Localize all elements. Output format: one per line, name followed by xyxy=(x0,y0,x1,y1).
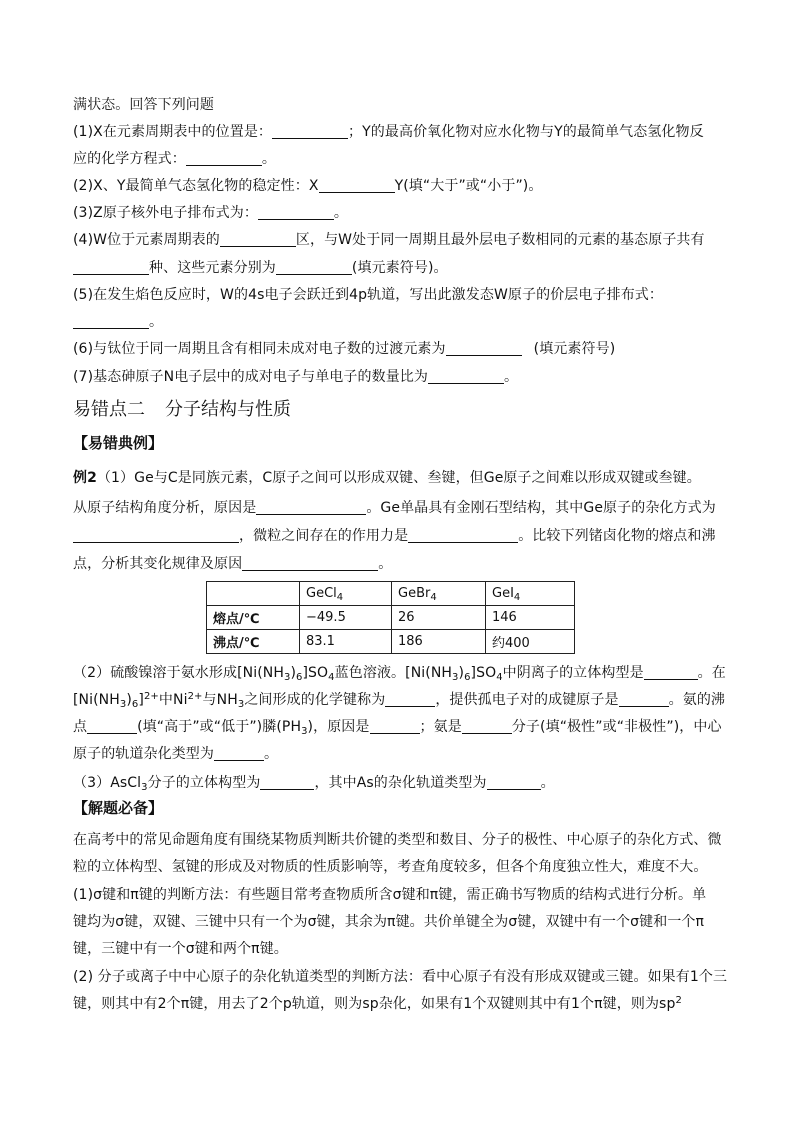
text: (填元素符号)。 xyxy=(351,260,448,276)
question-6 xyxy=(73,338,733,360)
solution-text: 键，三键中有一个σ键和两个π键。 xyxy=(73,941,288,957)
example-2-line-1 xyxy=(73,467,733,489)
question-2-line-2: $[Ni(NH_3)_6]^{2+}$中$Ni^{2+}$与$NH_3$之间形成的化学键称为 ，提供孤电子对的成键原子是 。氨的沸 xyxy=(73,691,726,710)
table-cell: 26 xyxy=(392,606,486,630)
example-2-line-4 xyxy=(73,553,733,575)
answer-blank[interactable] xyxy=(73,526,239,543)
text: (4)W位于元素周期表的 xyxy=(73,232,220,248)
table-cell: −49.5 xyxy=(300,606,392,630)
solution-text: 键均为σ键，双键、三键中只有一个为σ键，其余为π键。共价单键全为σ键，双键中有一个σ键和一个π xyxy=(73,914,705,930)
text: 。 xyxy=(261,151,276,167)
example-label: 例2 xyxy=(73,470,97,486)
answer-blank[interactable] xyxy=(220,230,296,247)
answer-blank[interactable] xyxy=(487,773,541,790)
question-2-line-1: （2）硫酸镍溶于氨水形成$[Ni(NH_3)_6]SO_4$蓝色溶液。$[Ni(NH_3)_6]SO_4$中阴离子的立体构型是 。在 xyxy=(73,665,726,683)
table-cell: GeCl$_4$ xyxy=(300,582,392,606)
question-4-cont xyxy=(73,257,733,279)
text: (6)与钛位于同一周期且含有相同未成对电子数的过渡元素为 xyxy=(73,341,446,357)
answer-blank[interactable] xyxy=(428,367,504,384)
question-3-line: （3）AsCl$_3$分子的立体构型为 ，其中As的杂化轨道类型为 。 xyxy=(73,775,555,793)
question-7 xyxy=(73,366,733,388)
solution-text: (2) 分子或离子中中心原子的杂化轨道类型的判断方法：看中心原子有没有形成双键或三键。如果有1个三 xyxy=(73,969,728,985)
text: ；Y的最高价氧化物对应水化物与Y的最简单气态氢化物反 xyxy=(348,124,704,140)
text: 。 xyxy=(333,205,349,221)
example-2-line-2 xyxy=(73,497,733,519)
text: (1)X在元素周期表中的位置是： xyxy=(73,124,273,140)
question-3 xyxy=(73,202,733,224)
section-heading xyxy=(73,398,291,422)
text: 。 xyxy=(378,556,393,572)
text: 区，与W处于同一周期且最外层电子数相同的元素的基态原子共有 xyxy=(295,232,705,248)
table-cell: 83.1 xyxy=(300,630,392,654)
table-cell: 146 xyxy=(486,606,575,630)
text: (2)X、Y最简单气态氢化物的稳定性：X xyxy=(73,178,319,194)
answer-blank[interactable] xyxy=(644,663,698,680)
question-2-line-4: 原子的轨道杂化类型为 。 xyxy=(73,746,279,762)
text: (7)基态砷原子N电子层中的成对电子与单电子的数量比为 xyxy=(73,369,429,385)
question-2 xyxy=(73,175,733,197)
text: 。 xyxy=(504,369,519,385)
solution-text: 粒的立体构型、氢键的形成及对物质的性质影响等，考查角度较多，但各个角度独立性大，难度不大。 xyxy=(73,859,708,875)
text: （1）Ge与C是同族元素，C原子之间可以形成双键、叁键，但Ge原子之间难以形成双键或叁键。 xyxy=(96,470,701,486)
text: 点，分析其变化规律及原因 xyxy=(73,556,243,572)
text: (3)Z原子核外电子排布式为： xyxy=(73,205,258,221)
text: (5)在发生焰色反应时，W的4s电子会跃迁到4p轨道，写出此激发态W原子的价层电子排布式： xyxy=(73,287,664,303)
tag-solve: 【解题必备】 xyxy=(73,799,164,817)
question-5 xyxy=(73,284,733,306)
answer-blank[interactable] xyxy=(408,526,518,543)
text: 。比较下列锗卤化物的熔点和沸 xyxy=(518,528,716,544)
answer-blank[interactable] xyxy=(446,339,522,356)
example-2-line-3 xyxy=(73,525,733,547)
text: 。 xyxy=(149,314,164,330)
answer-blank[interactable] xyxy=(272,122,348,139)
answer-blank[interactable] xyxy=(87,717,137,734)
question-1 xyxy=(73,121,733,143)
table-cell: 186 xyxy=(392,630,486,654)
answer-blank[interactable] xyxy=(276,258,352,275)
answer-blank[interactable] xyxy=(73,258,149,275)
solution-text: (1)σ键和π键的判断方法：有些题目常考查物质所含σ键和π键，需正确书写物质的结构式进行分析。单 xyxy=(73,887,707,903)
table-cell: 熔点/℃ xyxy=(207,606,300,630)
answer-blank[interactable] xyxy=(186,149,262,166)
answer-blank[interactable] xyxy=(214,744,264,761)
answer-blank[interactable] xyxy=(260,773,314,790)
answer-blank[interactable] xyxy=(256,498,366,515)
solution-text: 在高考中的常见命题角度有围绕某物质判断共价键的类型和数目、分子的极性、中心原子的杂化方式、微 xyxy=(73,832,722,848)
answer-blank[interactable] xyxy=(370,717,420,734)
question-4 xyxy=(73,229,733,251)
text: (填元素符号) xyxy=(533,341,616,357)
tag-example: 【易错典例】 xyxy=(73,434,164,452)
table-cell: GeI$_4$ xyxy=(486,582,575,606)
text-line xyxy=(73,94,733,116)
table-cell: GeBr$_4$ xyxy=(392,582,486,606)
table-row xyxy=(207,630,575,654)
germanium-halide-table xyxy=(206,581,575,654)
text: 从原子结构角度分析，原因是 xyxy=(73,500,257,516)
text: 应的化学方程式： xyxy=(73,151,186,167)
answer-blank[interactable] xyxy=(242,554,378,571)
question-5-cont xyxy=(73,311,733,333)
answer-blank[interactable] xyxy=(462,717,512,734)
text: 种、这些元素分别为 xyxy=(149,260,276,276)
answer-blank[interactable] xyxy=(619,690,669,707)
table-row xyxy=(207,606,575,630)
text: ，微粒之间存在的作用力是 xyxy=(239,528,409,544)
question-1-cont xyxy=(73,148,733,170)
answer-blank[interactable] xyxy=(385,690,435,707)
answer-blank[interactable] xyxy=(73,312,149,329)
question-2-line-3: 点 (填“高于”或“低于”)膦$(PH_3)$，原因是 ；氨是 分子(填“极性”或“非极性”)，中心 xyxy=(73,719,722,737)
solution-text: 键，则其中有2个π键，用去了2个p轨道，则为sp杂化，如果有1个双键则其中有1个π键，则为$sp^2$ xyxy=(73,995,682,1012)
text: 。Ge单晶具有金刚石型结构，其中Ge原子的杂化方式为 xyxy=(366,500,716,516)
text: Y(填“大于”或“小于”)。 xyxy=(394,178,543,194)
table-cell: 沸点/℃ xyxy=(207,630,300,654)
text: 满状态。回答下列问题 xyxy=(73,97,214,113)
table-cell xyxy=(207,582,300,606)
answer-blank[interactable] xyxy=(319,176,395,193)
table-cell: 约400 xyxy=(486,630,575,654)
heading-title: 分子结构与性质 xyxy=(165,399,291,420)
heading-number: 易错点二 xyxy=(73,399,145,420)
table-header-row xyxy=(207,582,575,606)
answer-blank[interactable] xyxy=(258,203,334,220)
